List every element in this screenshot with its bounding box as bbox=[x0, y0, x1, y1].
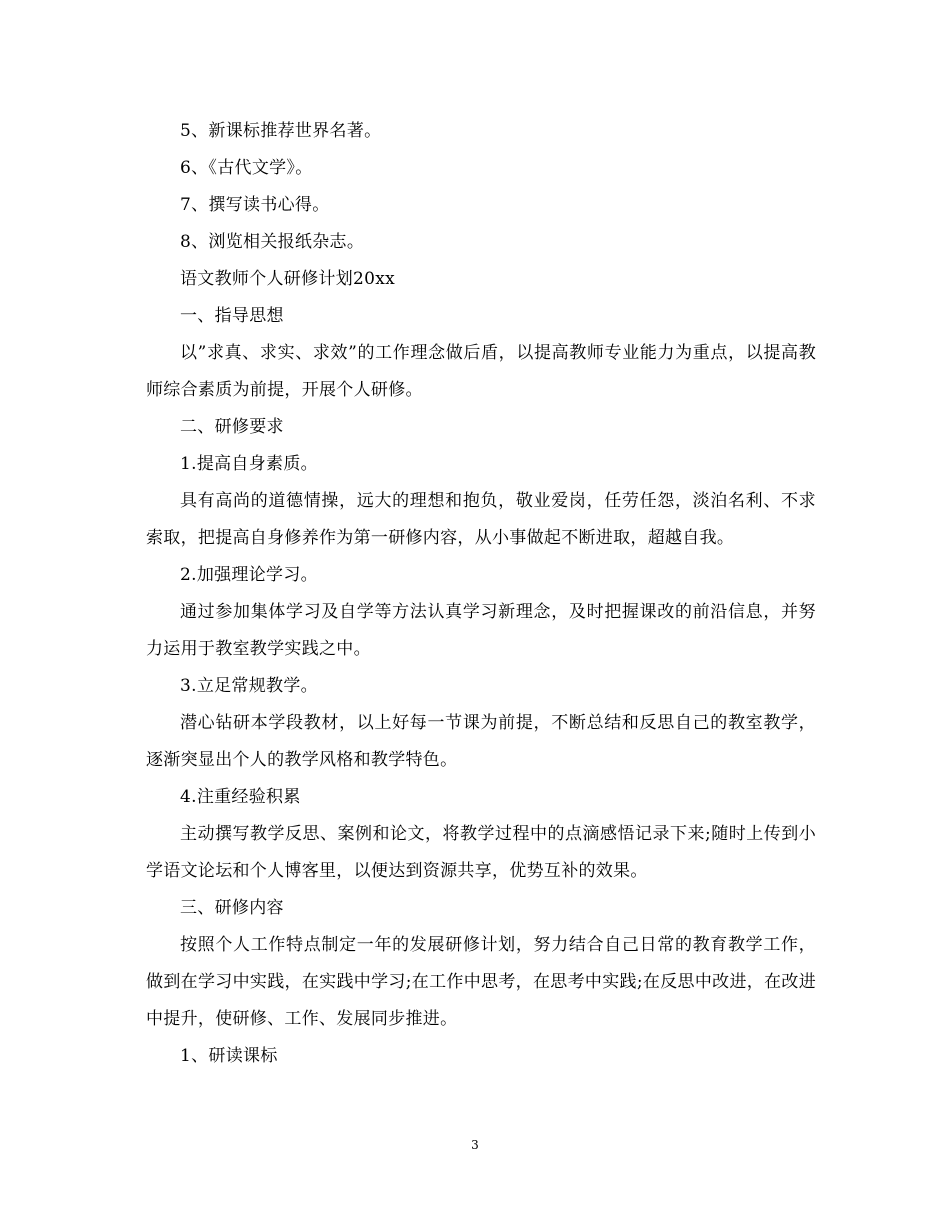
paragraph: 主动撰写教学反思、案例和论文，将教学过程中的点滴感悟记录下来;随时上传到小学语文论坛和个人博客里，以便达到资源共享，优势互补的效果。 bbox=[146, 824, 816, 881]
subheading: 4.注重经验积累 bbox=[180, 787, 301, 807]
subheading: 1、研读课标 bbox=[180, 1046, 278, 1066]
paragraph: 7、撰写读书心得。 bbox=[180, 195, 330, 215]
heading: 三、研修内容 bbox=[180, 898, 284, 918]
paragraph: 通过参加集体学习及自学等方法认真学习新理念，及时把握课改的前沿信息，并努力运用于教室教学实践之中。 bbox=[146, 602, 816, 659]
paragraph: 具有高尚的道德情操，远大的理想和抱负，敬业爱岗，任劳任怨，淡泊名利、不求索取，把提高自身修养作为第一研修内容，从小事做起不断进取，超越自我。 bbox=[146, 491, 816, 548]
page-number: 3 bbox=[471, 1138, 479, 1152]
heading: 二、研修要求 bbox=[180, 417, 284, 437]
subheading: 1.提高自身素质。 bbox=[180, 454, 318, 474]
subheading: 3.立足常规教学。 bbox=[180, 676, 318, 696]
paragraph: 5、新课标推荐世界名著。 bbox=[180, 121, 382, 141]
paragraph: 以”求真、求实、求效”的工作理念做后盾，以提高教师专业能力为重点，以提高教师综合素质为前提，开展个人研修。 bbox=[146, 343, 816, 400]
document-body bbox=[146, 113, 816, 1075]
subheading: 2.加强理论学习。 bbox=[180, 565, 318, 585]
section-title: 语文教师个人研修计划20xx bbox=[180, 269, 396, 289]
paragraph: 潜心钻研本学段教材，以上好每一节课为前提，不断总结和反思自己的教室教学，逐渐突显出个人的教学风格和教学特色。 bbox=[146, 713, 816, 770]
paragraph: 6、《古代文学》。 bbox=[180, 158, 313, 178]
paragraph: 8、浏览相关报纸杂志。 bbox=[180, 232, 365, 252]
paragraph: 按照个人工作特点制定一年的发展研修计划，努力结合自己日常的教育教学工作，做到在学习中实践，在实践中学习;在工作中思考，在思考中实践;在反思中改进，在改进中提升，使研修、工作、发展同步推进。 bbox=[146, 935, 816, 1029]
heading: 一、指导思想 bbox=[180, 306, 284, 326]
